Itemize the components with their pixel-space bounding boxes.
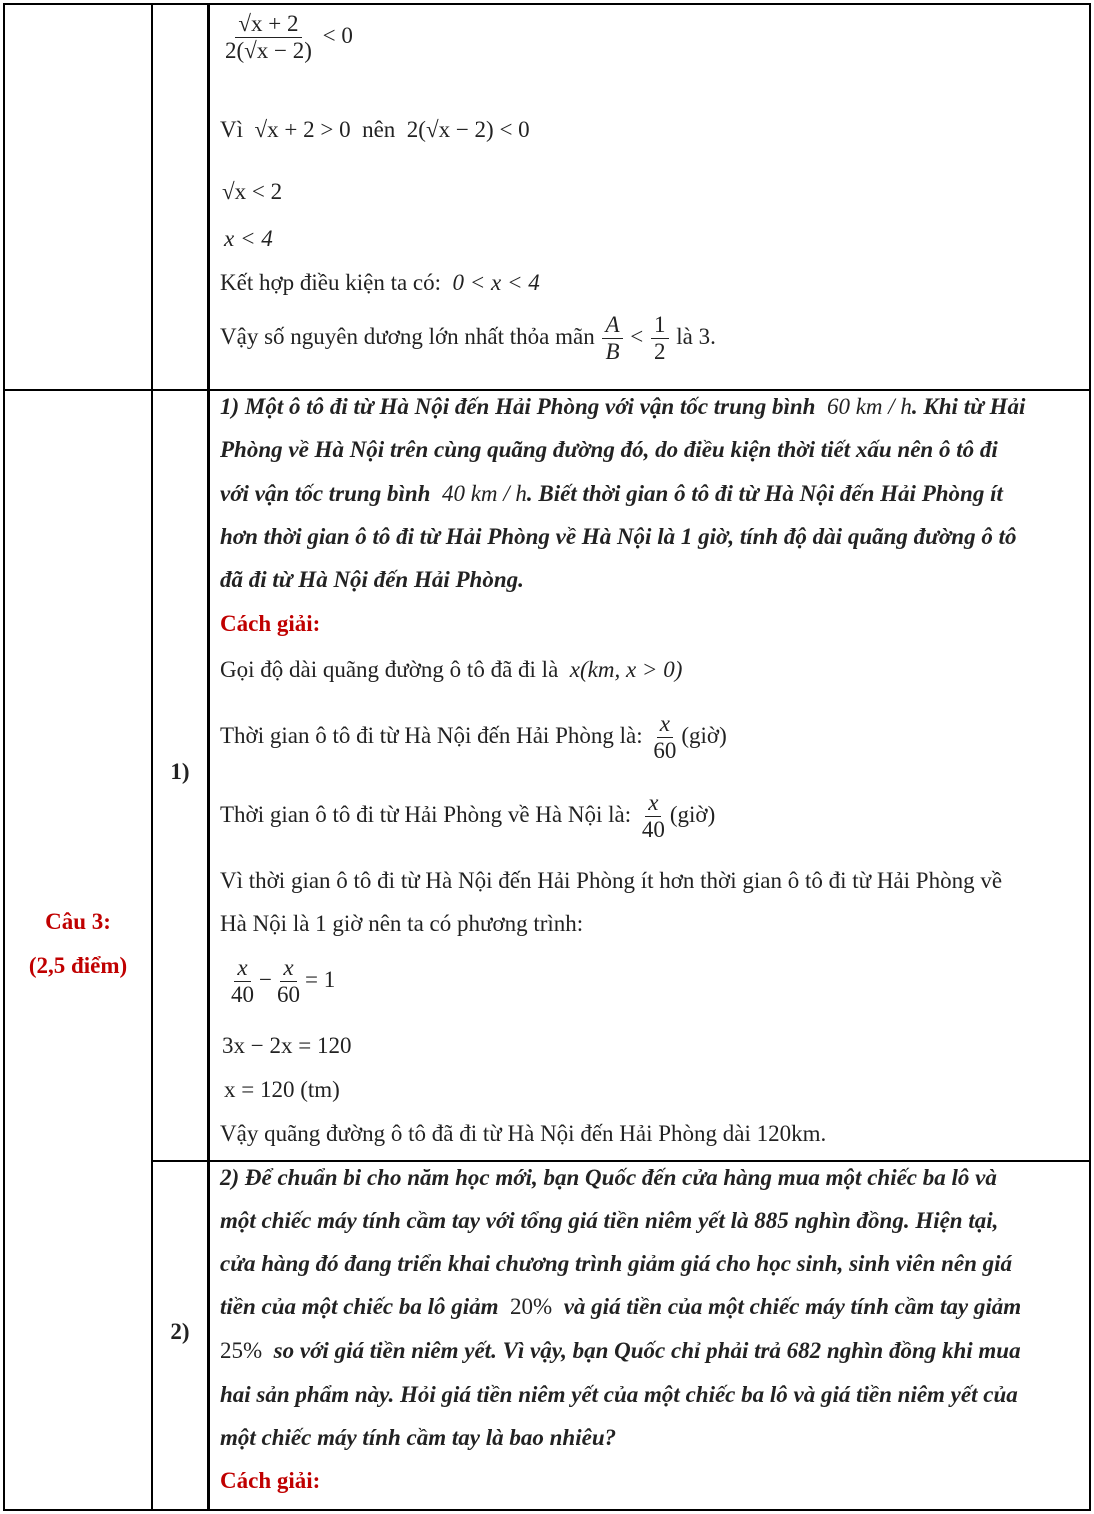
time1-den: 60 [653,738,677,763]
word-vi: Vì [220,117,243,142]
line-vi [220,116,530,144]
line-x-lt-4: x < 4 [224,226,273,251]
word-nen: nên [362,117,396,142]
discount-25: 25% [220,1338,263,1363]
line-vay-conclusion [220,313,716,364]
problem-text: và giá tiền của một chiếc máy tính cầm tay giảm [563,1294,1022,1319]
frac-a: A [602,313,622,339]
cau3-points: (2,5 điểm) [28,953,128,978]
eq-den1: 40 [231,982,254,1007]
part1-time2 [220,791,715,842]
part2-problem-line1: 2) Để chuẩn bi cho năm học mới, bạn Quốc đến cửa hàng mua một chiếc ba lô và [220,1165,997,1190]
part1-problem-line4: hơn thời gian ô tô đi từ Hải Phòng về Hà Nội là 1 giờ, tính độ dài quãng đường ô tô [220,524,1017,549]
table-border-left [3,3,5,1511]
vay-text: Vậy số nguyên dương lớn nhất thỏa mãn [220,323,595,349]
time2-num: x [645,791,661,817]
table-border-top [3,3,1091,5]
part1-vi-line1: Vì thời gian ô tô đi từ Hà Nội đến Hải Phòng ít hơn thời gian ô tô đi từ Hải Phòng về [220,868,1003,893]
problem-text: . Biết thời gian ô tô đi từ Hà Nội đến Hải Phòng ít [526,481,1003,506]
line-ket-hop [220,269,540,297]
fraction-numerator: √x + 2 [235,12,301,38]
table-border-right [1089,3,1091,1511]
inequality-tail: < 0 [322,22,353,48]
part1-problem-line3 [220,480,1003,508]
goi-text: Gọi độ dài quãng đường ô tô đã đi là [220,657,559,682]
part1-conclusion: Vậy quãng đường ô tô đã đi từ Hà Nội đến Hải Phòng dài 120km. [220,1121,827,1146]
frac-b: B [605,339,620,364]
table-border-row2 [151,1160,1091,1162]
math-negative-expression: 2(√x − 2) < 0 [406,117,530,142]
goi-math: x(km, x > 0) [569,657,683,682]
ket-hop-text: Kết hợp điều kiện ta có: [220,270,442,295]
frac-two: 2 [654,339,666,364]
cau3-label: Câu 3: [45,909,111,934]
problem-text: 1) Một ô tô đi từ Hà Nội đến Hải Phòng với vận tốc trung bình [220,394,816,419]
discount-20: 20% [510,1294,553,1319]
eq-rhs: = 1 [304,966,336,992]
part2-problem-line3: cửa hàng đó đang triển khai chương trình giảm giá cho học sinh, sinh viên nên giá [220,1251,1013,1276]
part1-problem-line1 [220,393,1025,421]
less-than-sign: < [630,323,644,349]
part2-problem-line7: một chiếc máy tính cầm tay là bao nhiêu? [220,1425,617,1450]
part2-problem-line2: một chiếc máy tính cầm tay với tổng giá tiền niêm yết là 885 nghìn đồng. Hiện tại, [220,1208,999,1233]
part1-equation [226,956,335,1007]
table-border-row1 [3,389,1091,391]
part2-label: 2) [170,1319,190,1344]
part2-cach-giai: Cách giải: [220,1468,321,1493]
part1-cach-giai: Cách giải: [220,611,321,636]
part2-problem-line6: hai sản phẩm này. Hỏi giá tiền niêm yết của một chiếc ba lô và giá tiền niêm yết của [220,1382,1018,1407]
part1-label: 1) [170,759,190,784]
speed-60: 60 km / h [826,394,912,419]
part1-eq3: x = 120 (tm) [224,1077,340,1102]
inequality-fraction [220,12,353,63]
speed-40: 40 km / h [441,481,527,506]
time2-text: Thời gian ô tô đi từ Hải Phòng về Hà Nội là: [220,801,632,827]
part2-problem-line5 [220,1337,1021,1365]
table-border-col3 [207,3,210,1511]
problem-text: . Khi từ Hải [911,394,1026,419]
fraction-denominator: 2(√x − 2) [225,38,312,63]
eq-den2: 60 [276,982,300,1007]
problem-text: tiền của một chiếc ba lô giảm [220,1294,499,1319]
problem-text: với vận tốc trung bình [220,481,431,506]
time2-unit: (giờ) [669,801,716,827]
line-sqrt-lt-2: √x < 2 [222,179,283,204]
time1-num: x [657,712,673,738]
eq-num2: x [280,956,296,982]
eq-minus: − [259,966,272,992]
frac-one: 1 [651,313,669,339]
part1-problem-line2: Phòng về Hà Nội trên cùng quãng đường đó, do điều kiện thời tiết xấu nên ô tô đi [220,437,998,462]
part1-time1 [220,712,727,763]
time2-den: 40 [641,817,665,842]
table-border-bottom [3,1509,1091,1511]
vay-suffix: là 3. [676,323,716,349]
table-border-col2 [151,3,153,1511]
problem-text: so với giá tiền niêm yết. Vì vậy, bạn Quốc chỉ phải trả 682 nghìn đồng khi mua [273,1338,1021,1363]
ket-hop-math: 0 < x < 4 [452,270,540,295]
part2-problem-line4 [220,1293,1021,1321]
time1-text: Thời gian ô tô đi từ Hà Nội đến Hải Phòng là: [220,722,643,748]
math-sqrt-positive: √x + 2 > 0 [254,117,351,142]
eq-num1: x [234,956,250,982]
time1-unit: (giờ) [681,722,727,748]
part1-eq2: 3x − 2x = 120 [222,1033,352,1058]
part1-goi [220,656,682,684]
part1-problem-line5: đã đi từ Hà Nội đến Hải Phòng. [220,567,524,592]
part1-vi-line2: Hà Nội là 1 giờ nên ta có phương trình: [220,911,584,936]
